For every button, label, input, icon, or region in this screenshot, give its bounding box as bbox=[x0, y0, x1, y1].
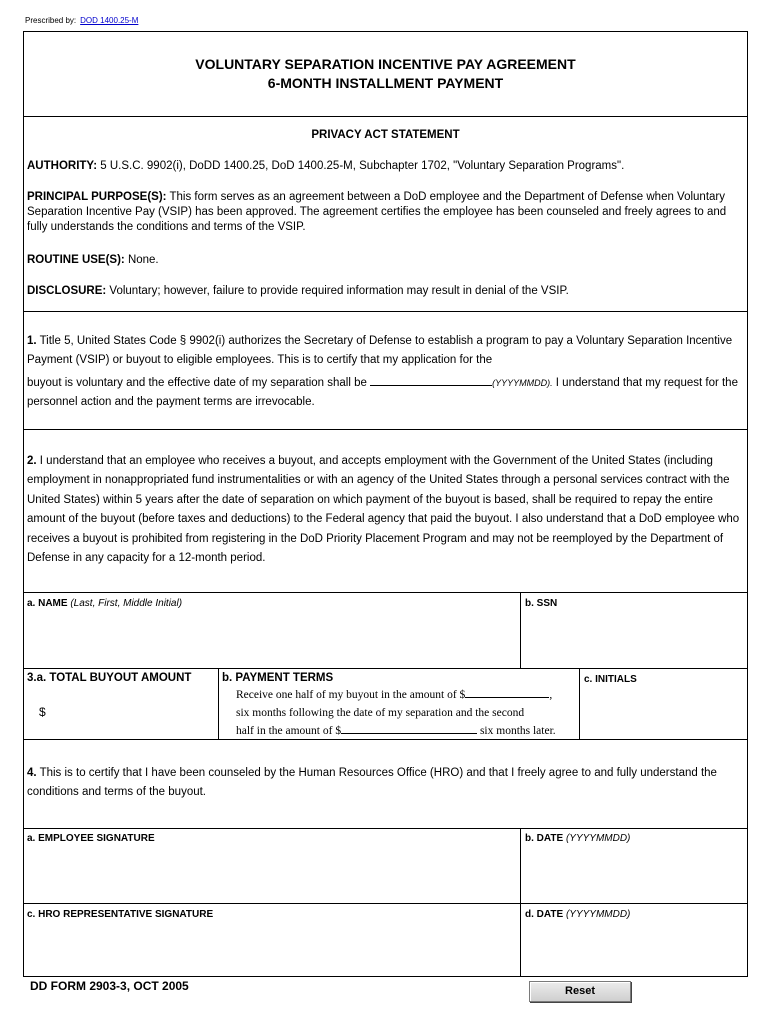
separation-date-field[interactable] bbox=[370, 374, 492, 386]
section-1-text-a: 1. Title 5, United States Code § 9902(i) authorizes the Secretary of Defense to establish a program to pay a Voluntary Separation Incentive Payment (VSIP) or buyout to eligible employees. This is to certify that my application for the bbox=[27, 335, 733, 367]
form-id: DD FORM 2903-3, OCT 2005 bbox=[30, 979, 189, 993]
section-2-number: 2. bbox=[27, 455, 37, 467]
name-ssn-row bbox=[24, 593, 747, 669]
employee-signature-row bbox=[24, 829, 747, 904]
total-buyout-label: 3.a. TOTAL BUYOUT AMOUNT bbox=[27, 672, 192, 684]
authority-paragraph bbox=[27, 159, 741, 174]
initials-label: c. INITIALS bbox=[584, 674, 637, 685]
hro-signature-label: c. HRO REPRESENTATIVE SIGNATURE bbox=[27, 909, 214, 920]
employee-date-input[interactable] bbox=[521, 829, 747, 903]
disclosure-text: Voluntary; however, failure to provide required information may result in denial of the VSIP. bbox=[106, 285, 569, 297]
name-hint: (Last, First, Middle Initial) bbox=[70, 598, 183, 609]
date-label: b. DATE bbox=[525, 833, 564, 844]
name-input[interactable] bbox=[24, 593, 520, 668]
disclosure-paragraph bbox=[27, 284, 741, 299]
prescribed-link[interactable]: DOD 1400.25-M bbox=[80, 16, 139, 25]
payment-terms-line1: Receive one half of my buyout in the amount of $ , bbox=[236, 689, 553, 701]
purpose-text: This form serves as an agreement between a DoD employee and the Department of Defense when Voluntary Separation Incentive Pay (VSIP) has been approved. The agreement certifies the employee has been counseled and freely agrees to and fully understands the conditions and terms of the VSIP. bbox=[27, 191, 727, 233]
name-label: a. NAME bbox=[27, 598, 68, 609]
payment-terms-line3: half in the amount of $ six months later. bbox=[236, 725, 556, 737]
hro-signature-field[interactable] bbox=[24, 904, 520, 977]
total-buyout-dollar: $ bbox=[39, 705, 46, 719]
section-4 bbox=[24, 740, 747, 829]
ssn-input[interactable] bbox=[521, 593, 747, 668]
routine-text: None. bbox=[124, 254, 159, 266]
privacy-act-statement bbox=[24, 117, 747, 312]
date-hint: (YYYYMMDD) bbox=[565, 833, 631, 844]
form-container bbox=[23, 31, 748, 977]
section-1-text-b: buyout is voluntary and the effective date of my separation shall be (YYYYMMDD). I understand that my request for the personnel action and the payment terms are irrevocable. bbox=[27, 374, 743, 413]
section-1 bbox=[24, 312, 747, 430]
total-buyout-input[interactable] bbox=[50, 699, 210, 723]
separation-date-format: (YYYYMMDD). bbox=[492, 378, 553, 388]
section-4-text: 4. This is to certify that I have been counseled by the Human Resources Office (HRO) and that I freely agree to and fully understand the conditions and terms of the buyout. bbox=[27, 767, 717, 799]
second-half-amount-field[interactable] bbox=[341, 723, 477, 734]
form-title-line2: 6-MONTH INSTALLMENT PAYMENT bbox=[267, 75, 504, 91]
routine-label: ROUTINE USE(S): bbox=[27, 254, 125, 266]
form-title bbox=[24, 32, 747, 117]
payment-row bbox=[24, 669, 747, 740]
section-2-text: 2. I understand that an employee who receives a buyout, and accepts employment with the Government of the United States (including employment in nonappropriated fund instrumentalities or with an agency of the United States through a personal services contract with the United States) within 5 years after the date of separation on which payment of the buyout is based, shall be required to repay the entire amount of the buyout (before taxes and deductions) to the Federal agency that paid the buyout. I also understand that a DoD employee who receives a buyout is prohibited from registering in the DoD Priority Placement Program and may not be reemployed by the Department of Defense in any capacity for a 12-month period. bbox=[27, 455, 740, 565]
form-title-line1: VOLUNTARY SEPARATION INCENTIVE PAY AGREEMENT bbox=[195, 56, 576, 72]
payment-terms-label: b. PAYMENT TERMS bbox=[222, 672, 334, 684]
purpose-label: PRINCIPAL PURPOSE(S): bbox=[27, 191, 167, 203]
payment-terms-line2: six months following the date of my separation and the second bbox=[236, 707, 525, 719]
date2-hint: (YYYYMMDD) bbox=[565, 909, 631, 920]
first-half-amount-field[interactable] bbox=[465, 687, 549, 698]
hro-date-input[interactable] bbox=[521, 904, 747, 977]
purpose-paragraph bbox=[27, 190, 741, 235]
initials-input[interactable] bbox=[580, 687, 747, 739]
date2-label: d. DATE bbox=[525, 909, 564, 920]
privacy-heading: PRIVACY ACT STATEMENT bbox=[311, 129, 460, 141]
prescribed-label: Prescribed by: bbox=[25, 16, 77, 25]
section-2 bbox=[24, 430, 747, 593]
divider bbox=[218, 669, 219, 739]
ssn-label: b. SSN bbox=[525, 598, 558, 609]
reset-button[interactable]: Reset bbox=[529, 981, 631, 1002]
routine-paragraph bbox=[27, 253, 741, 268]
disclosure-label: DISCLOSURE: bbox=[27, 285, 107, 297]
prescribed-by bbox=[25, 16, 138, 25]
employee-signature-field[interactable] bbox=[24, 829, 520, 903]
section-4-number: 4. bbox=[27, 767, 37, 779]
authority-text: 5 U.S.C. 9902(i), DoDD 1400.25, DoD 1400.25-M, Subchapter 1702, "Voluntary Separation Programs". bbox=[97, 160, 625, 172]
authority-label: AUTHORITY: bbox=[27, 160, 98, 172]
section-1-number: 1. bbox=[27, 335, 37, 347]
hro-signature-row bbox=[24, 904, 747, 977]
employee-signature-label: a. EMPLOYEE SIGNATURE bbox=[27, 833, 155, 844]
